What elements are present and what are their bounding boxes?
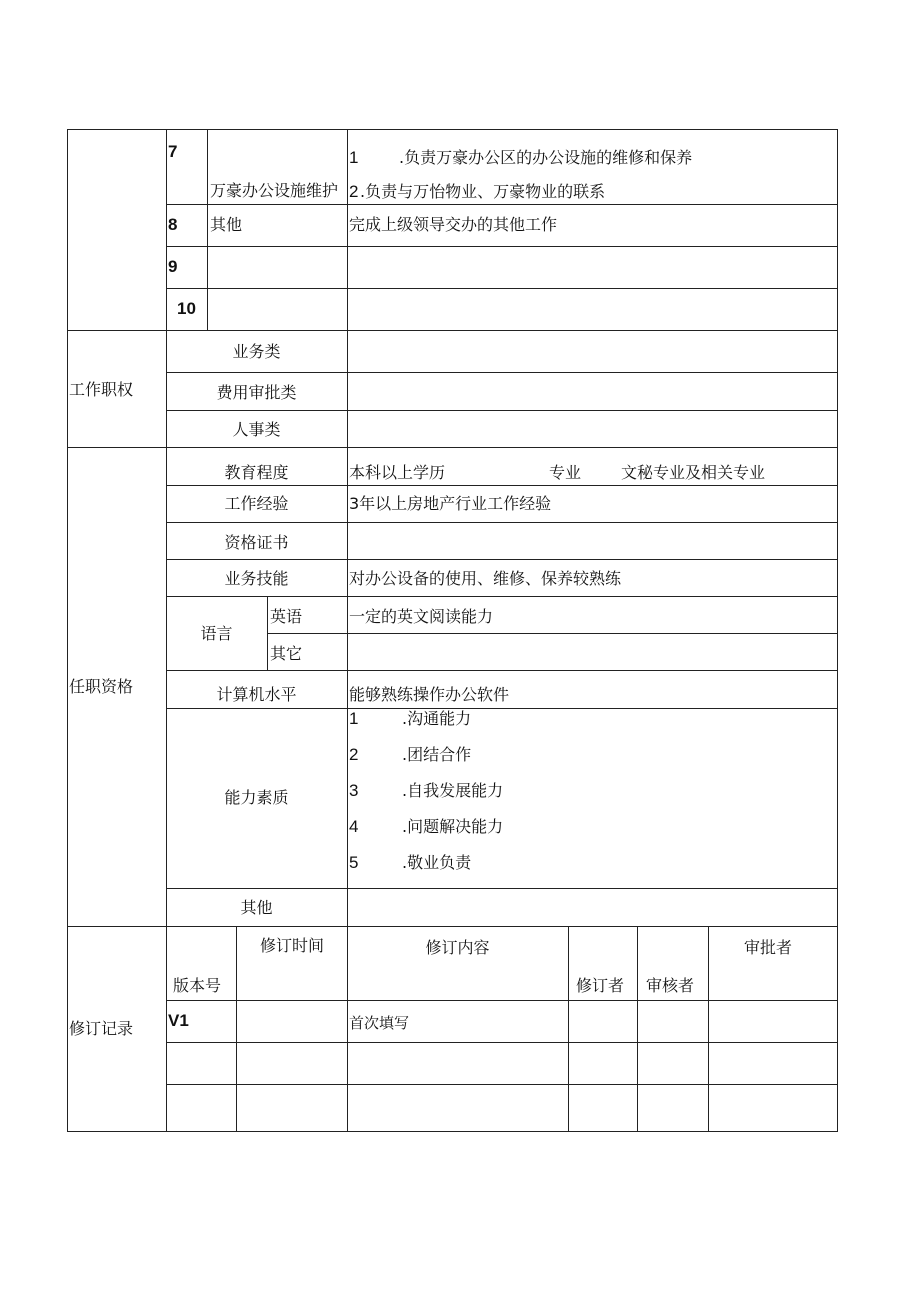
education-value: 本科以上学历 — [349, 463, 446, 482]
col-line — [267, 596, 268, 670]
reviser-header: 修订者 — [576, 976, 625, 995]
certificate-label: 资格证书 — [224, 533, 289, 552]
competence-item: .沟通能力 — [402, 709, 472, 728]
duty-number: 10 — [177, 299, 196, 318]
reviewer-header: 审核者 — [646, 976, 695, 995]
section-line — [67, 447, 838, 448]
competence-item: .团结合作 — [402, 745, 472, 764]
table-border-bottom — [67, 1131, 838, 1132]
english-label: 英语 — [270, 607, 303, 626]
row-line — [166, 246, 838, 247]
duty-line-number: 1 — [349, 148, 359, 167]
row-line — [166, 559, 838, 560]
row-line — [166, 1000, 838, 1001]
table-border-top — [67, 129, 838, 130]
competence-number: 3 — [349, 781, 359, 800]
revision-content: 首次填写 — [349, 1014, 410, 1032]
english-value: 一定的英文阅读能力 — [349, 607, 494, 626]
competence-number: 4 — [349, 817, 359, 836]
table-border-left — [67, 129, 68, 1132]
other-language-label: 其它 — [270, 644, 303, 663]
col-line — [708, 926, 709, 1132]
section-line — [67, 330, 838, 331]
competence-number: 1 — [349, 709, 359, 728]
row-line — [166, 204, 838, 205]
duty-name: 其他 — [210, 215, 243, 234]
duty-name: 万豪办公设施维护 — [210, 181, 339, 200]
experience-value: 3年以上房地产行业工作经验 — [349, 494, 552, 513]
competence-number: 5 — [349, 853, 359, 872]
experience-label: 工作经验 — [224, 494, 289, 513]
col-line — [637, 926, 638, 1132]
duty-number: 8 — [168, 215, 178, 234]
table-border-right — [837, 129, 838, 1132]
authority-section-label: 工作职权 — [69, 380, 134, 399]
other-qualification-label: 其他 — [240, 898, 273, 917]
col-line — [568, 926, 569, 1132]
qualification-section-label: 任职资格 — [69, 677, 134, 696]
row-line — [166, 522, 838, 523]
row-line — [166, 288, 838, 289]
row-line — [166, 888, 838, 889]
competence-item: .问题解决能力 — [402, 817, 504, 836]
row-line — [166, 1042, 838, 1043]
version-header: 版本号 — [173, 976, 222, 995]
skills-label: 业务技能 — [224, 569, 289, 588]
computer-label: 计算机水平 — [216, 685, 297, 704]
skills-value: 对办公设备的使用、维修、保养较熟练 — [349, 569, 622, 588]
authority-row-label: 费用审批类 — [216, 383, 297, 402]
authority-row-label: 人事类 — [232, 420, 281, 439]
col-line — [236, 926, 237, 1132]
education-label: 教育程度 — [224, 463, 289, 482]
row-line — [166, 670, 838, 671]
revision-time-header: 修订时间 — [259, 936, 324, 955]
revision-section-label: 修订记录 — [69, 1019, 134, 1038]
col-line — [207, 129, 208, 330]
col-line — [347, 129, 348, 1132]
authority-row-label: 业务类 — [232, 342, 281, 361]
major-label: 专业 — [549, 463, 582, 482]
approver-header: 审批者 — [744, 938, 793, 957]
major-value: 文秘专业及相关专业 — [621, 463, 766, 482]
computer-value: 能够熟练操作办公软件 — [349, 685, 510, 704]
duty-line-text: .负责万豪办公区的办公设施的维修和保养 — [399, 148, 693, 167]
revision-content-header: 修订内容 — [425, 938, 490, 957]
section-line — [67, 926, 838, 927]
duty-number: 7 — [168, 142, 178, 161]
row-line — [166, 708, 838, 709]
duty-text: 完成上级领导交办的其他工作 — [349, 215, 558, 234]
competence-item: .自我发展能力 — [402, 781, 504, 800]
row-line — [166, 410, 838, 411]
competence-number: 2 — [349, 745, 359, 764]
duty-line-text: .负责与万怡物业、万豪物业的联系 — [360, 182, 606, 201]
competence-item: .敬业负责 — [402, 853, 472, 872]
competence-label: 能力素质 — [224, 788, 289, 807]
duty-number: 9 — [168, 257, 178, 276]
row-line — [166, 485, 838, 486]
duty-line-number: 2 — [349, 182, 359, 201]
row-line — [267, 633, 838, 634]
row-line — [166, 1084, 838, 1085]
revision-version: V1 — [168, 1011, 189, 1030]
row-line — [166, 372, 838, 373]
language-label: 语言 — [200, 624, 233, 643]
